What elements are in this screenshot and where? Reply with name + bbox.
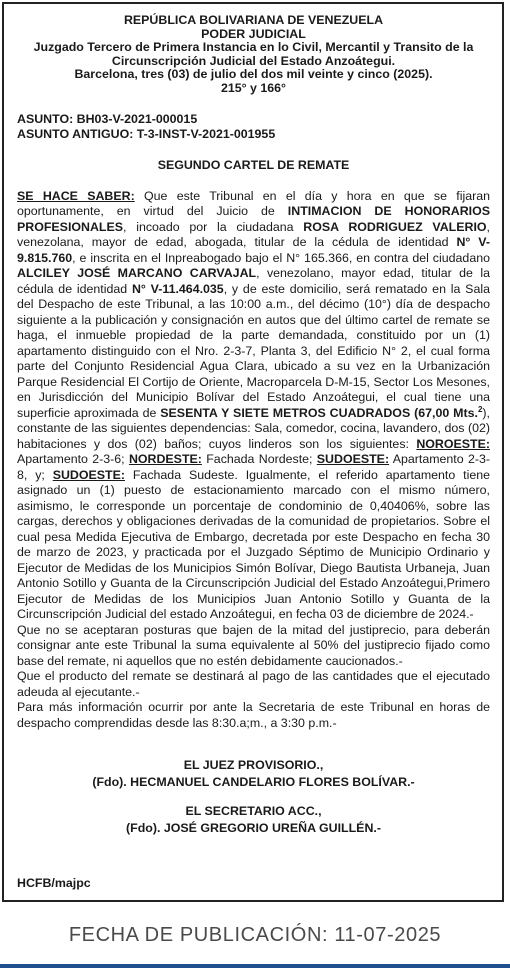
notice-body — [17, 189, 490, 732]
body-text: , constante de las siguientes dependencias: Sala, comedor, cocina, lavandero, dos (02) habitaciones y dos (02) baños; cuyos linderos son los siguientes: — [17, 405, 490, 451]
body-text: , venezolano, mayor edad, titular de la cédula de identidad — [17, 266, 490, 296]
body-text: , y de este domicilio, será rematado en la Sala del Despacho de este Tribunal, a las 10:00 a.m., del décimo (10°) día de despacho siguiente a la publicación y consignación en autos que del último cartel de remate se haga, el inmueble propiedad de la parte demandada, constituido por un (1) apartamento distinguido con el Nro. 2-3-7, Planta 3, del Edificio N° 2, el cual forma parte del Conjunto Residencial Agua Clara, ubicado a su vez en la Urbanización Parque Residencial El Cortijo de Oriente, Macroparcela D-M-15, Sector Los Mesones, en Jurisdicción del Municipio Bolívar del Estado Anzoátegui, el cual tiene una superficie aproximada de — [17, 281, 490, 420]
surface-sup: 2 — [477, 404, 483, 414]
body-text: ) — [482, 405, 487, 420]
notice-title: SEGUNDO CARTEL DE REMATE — [157, 158, 350, 172]
header-power: PODER JUDICIAL — [201, 26, 306, 41]
header-republic: REPÚBLICA BOLIVARIANA DE VENEZUELA — [123, 13, 384, 27]
case-number: ASUNTO: BH03-V-2021-000015 — [17, 112, 198, 126]
body-paragraph-info: Para más información ocurrir por ante la Secretaria de este Tribunal en horas de despacho comprendidas desde las 8:30.a;m., a 3:30 p.m.- — [17, 700, 490, 730]
secretary-signature — [17, 803, 490, 837]
plaintiff-id: N° V-9.815.760 — [17, 235, 490, 265]
body-text: Apartamento 2-3-8, y; — [17, 452, 490, 482]
body-text: Fachada Nordeste; — [201, 452, 317, 466]
footer-accent-line — [0, 964, 510, 968]
boundary-sudoeste-2: SUDOESTE: — [52, 467, 125, 482]
notice-header — [17, 14, 490, 95]
boundary-noroeste: NOROESTE: — [416, 436, 490, 451]
case-numbers — [17, 112, 490, 141]
defendant-id: N° V-11.464.035 — [131, 281, 224, 296]
publication-date: FECHA DE PUBLICACIÓN: 11-07-2025 — [68, 924, 442, 946]
surface-area — [160, 406, 482, 420]
trial-type: INTIMACION DE HONORARIOS PROFESIONALES — [17, 204, 490, 234]
body-paragraph-proceeds: Que el producto del remate se destinará al pago de las cantidades que el ejecutado adeuda al ejecutante.- — [17, 669, 490, 699]
initials: HCFB/majpc — [17, 875, 91, 890]
body-text: Que este Tribunal en el día y hora en que se fijaran oportunamente, en virtud del Juicio de — [17, 188, 490, 218]
boundary-sudoeste: SUDOESTE: — [316, 452, 390, 466]
body-paragraph-main — [17, 189, 490, 623]
defendant-name: ALCILEY JOSÉ MARCANO CARVAJAL — [17, 266, 257, 280]
header-jurisdiction: Circunscripción Judicial del Estado Anzoátegui. — [111, 53, 396, 68]
secretary-title: EL SECRETARIO ACC., — [185, 804, 322, 818]
body-text: , incoado por la ciudadana — [123, 219, 304, 234]
boundary-nordeste: NORDESTE: — [128, 452, 202, 466]
judge-signature — [17, 757, 490, 791]
body-text: , e inscrita en el Inpreabogado bajo el N° 165.366, en contra del ciudadano — [72, 250, 490, 265]
judge-name: (Fdo). HECMANUEL CANDELARIO FLORES BOLÍVAR.- — [92, 775, 415, 789]
se-hace-saber: SE HACE SABER: — [17, 188, 135, 203]
header-date: Barcelona, tres (03) de julio del dos mil veinte y cinco (2025). — [74, 67, 433, 81]
header-court: Juzgado Tercero de Primera Instancia en lo Civil, Mercantil y Transito de la — [33, 40, 474, 54]
old-case-number: ASUNTO ANTIGUO: T-3-INST-V-2021-001955 — [17, 126, 276, 141]
secretary-name: (Fdo). JOSÉ GREGORIO UREÑA GUILLÉN.- — [126, 821, 381, 835]
plaintiff-name: ROSA RODRIGUEZ VALERIO — [303, 219, 487, 234]
judge-title: EL JUEZ PROVISORIO., — [183, 758, 324, 772]
court-notice — [2, 2, 504, 902]
surface-text: SESENTA Y SIETE METROS CUADRADOS (67,00 Mts. — [160, 405, 478, 420]
body-paragraph-bids: Que no se aceptaran posturas que bajen de la mitad del justiprecio, para deberán consignar ante este Tribunal la suma equivalente al 50% del justiprecio fijado como base del remate, ni aquellos que no estén debidamente caucionados.- — [17, 622, 490, 668]
body-text: Apartamento 2-3-6; — [17, 452, 129, 466]
header-years: 215° y 166° — [220, 80, 287, 95]
body-text: , venezolana, mayor de edad, abogada, titular de la cédula de identidad — [17, 219, 490, 249]
body-text: Fachada Sudeste. Igualmente, el referido apartamento tiene asignado un (1) puesto de estacionamiento marcado con el mismo número, asimismo, le corresponde un porcentaje de condominio de 0,40406%, sobre las cargas, derechos y obligaciones derivadas de la comunidad de propietarios. Sobre el cual pesa Medida Ejecutiva de Embargo, decretada por este Despacho en fecha 30 de marzo de 2023, y practicada por el Juzgado Séptimo de Municipio Ordinario y Ejecutor de Medidas de los Municipios Simón Bolívar, Diego Bautista Urbaneja, Juan Antonio Sotillo y Guanta de la Circunscripción Judicial del Estado Anzoátegui,Primero Ejecutor de Medidas de los Municipios Juan Antonio Sotillo y Guanta de la Circunscripción Judicial del estado Anzoátegui, en fecha 03 de diciembre de 2024.- — [17, 467, 490, 621]
